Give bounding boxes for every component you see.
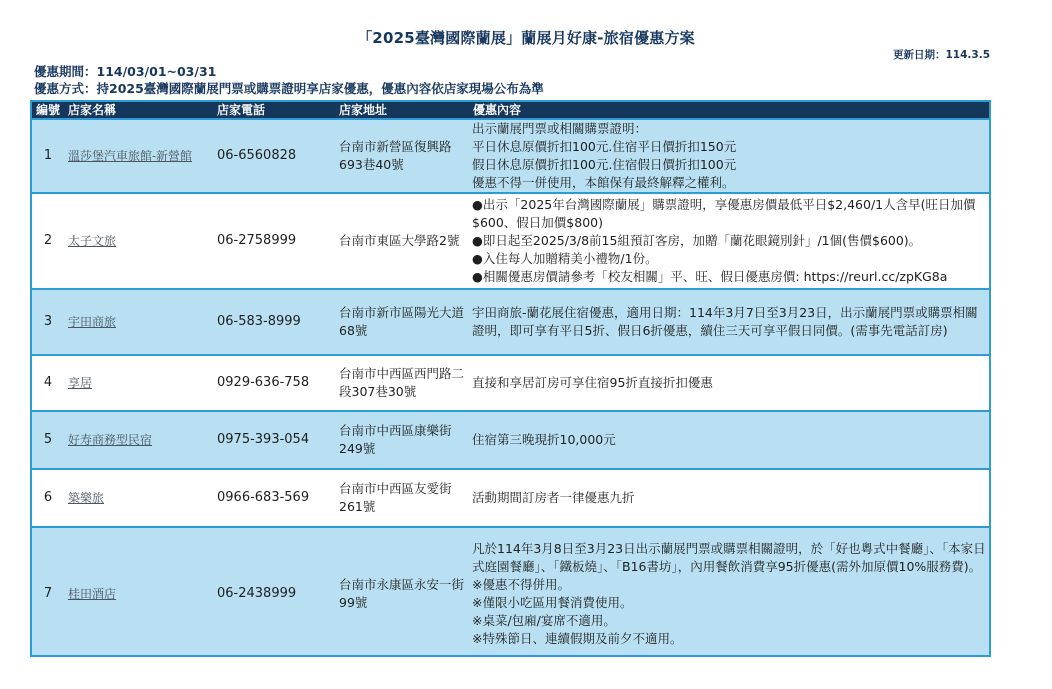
column-header-offer: 優惠內容	[469, 102, 989, 119]
offer-line: ●相關優惠房價請參考「校友相關」平、旺、假日優惠房價: https://reurl.cc/zpKG8a	[472, 269, 948, 284]
offer-line: 住宿第三晚現折10,000元	[472, 432, 616, 447]
offers-table-frame	[30, 100, 991, 657]
offer-line: 優惠不得一併使用，本館保有最終解釋之權利。	[472, 175, 735, 190]
row-number: 2	[32, 193, 64, 289]
store-name-link[interactable]: 太子文旅	[68, 233, 117, 248]
offers-table	[32, 102, 989, 657]
row-number: 3	[32, 289, 64, 355]
store-phone: 0975-393-054	[213, 411, 335, 469]
offer-line: 宇田商旅-蘭花展住宿優惠，適用日期：114年3月7日至3月23日，出示蘭展門票或購票相關證明，即可享有平日5折、假日6折優惠，續住三天可享平假日同價。(需事先電話訂房)	[472, 305, 978, 338]
table-row	[32, 469, 989, 527]
offer-content	[469, 411, 989, 469]
store-phone: 06-583-8999	[213, 289, 335, 355]
store-name-cell	[64, 193, 213, 289]
column-header-name: 店家名稱	[64, 102, 213, 119]
store-phone: 0966-683-569	[213, 469, 335, 527]
store-address: 台南市新營區復興路693巷40號	[335, 119, 469, 193]
offer-line: 假日休息原價折扣100元.住宿假日價折扣100元	[472, 157, 737, 172]
offer-content	[469, 355, 989, 411]
offer-line: 凡於114年3月8日至3月23日出示蘭展門票或購票相關證明，於「好也粵式中餐廳」、「本家日式庭園餐廳」、「鐵板燒」、「B16書坊」，內用餐飲消費享95折優惠(需外加原價10%服務費)。	[472, 541, 986, 574]
store-name-cell	[64, 469, 213, 527]
offer-line: ●出示「2025年台灣國際蘭展」購票證明，享優惠房價最低平日$2,460/1人含早(旺日加價$600、假日加價$800)	[472, 197, 976, 230]
column-header-address: 店家地址	[335, 102, 469, 119]
table-row	[32, 289, 989, 355]
store-phone: 0929-636-758	[213, 355, 335, 411]
store-name-link[interactable]: 桂田酒店	[68, 586, 117, 601]
offer-content	[469, 289, 989, 355]
offer-content	[469, 119, 989, 193]
store-address: 台南市中西區康樂街249號	[335, 411, 469, 469]
column-header-phone: 店家電話	[213, 102, 335, 119]
offer-content	[469, 193, 989, 289]
promotion-method: 優惠方式：持2025臺灣國際蘭展門票或購票證明享店家優惠，優惠內容依店家現場公布為準	[34, 81, 544, 96]
table-row	[32, 527, 989, 657]
table-row	[32, 119, 989, 193]
offer-line: ※僅限小吃區用餐消費使用。	[472, 595, 633, 610]
store-address: 台南市新市區陽光大道68號	[335, 289, 469, 355]
store-name-cell	[64, 355, 213, 411]
offer-line: ※特殊節日、連續假期及前夕不適用。	[472, 631, 683, 646]
table-header-row	[32, 102, 989, 119]
store-address: 台南市永康區永安一街99號	[335, 527, 469, 657]
store-name-cell	[64, 289, 213, 355]
store-phone: 06-2438999	[213, 527, 335, 657]
update-date: 更新日期：114.3.5	[893, 49, 991, 61]
store-address: 台南市中西區西門路二段307巷30號	[335, 355, 469, 411]
store-name-cell	[64, 527, 213, 657]
row-number: 7	[32, 527, 64, 657]
store-name-cell	[64, 411, 213, 469]
offer-line: ※優惠不得併用。	[472, 577, 570, 592]
table-body	[32, 119, 989, 657]
store-name-cell	[64, 119, 213, 193]
store-address: 台南市中西區友愛街261號	[335, 469, 469, 527]
offer-content	[469, 527, 989, 657]
store-name-link[interactable]: 築樂旅	[68, 490, 105, 505]
page-title: 「2025臺灣國際蘭展」蘭展月好康-旅宿優惠方案	[357, 29, 695, 47]
table-row	[32, 411, 989, 469]
offer-content	[469, 469, 989, 527]
promotion-period: 優惠期間：114/03/01~03/31	[34, 64, 217, 79]
store-name-link[interactable]: 享居	[68, 375, 93, 390]
offer-line: ●入住每人加贈精美小禮物/1份。	[472, 251, 658, 266]
table-row	[32, 193, 989, 289]
store-address: 台南市東區大學路2號	[335, 193, 469, 289]
column-header-number: 編號	[32, 102, 64, 119]
row-number: 5	[32, 411, 64, 469]
table-row	[32, 355, 989, 411]
offer-line: 直接和享居訂房可享住宿95折直接折扣優惠	[472, 375, 713, 390]
offer-line: 平日休息原價折扣100元.住宿平日價折扣150元	[472, 139, 737, 154]
offer-line: ※桌菜/包廂/宴席不適用。	[472, 613, 616, 628]
offer-line: ●即日起至2025/3/8前15組預訂客房，加贈「蘭花眼鏡別針」/1個(售價$600)。	[472, 233, 922, 248]
store-name-link[interactable]: 宇田商旅	[68, 314, 117, 329]
store-phone: 06-2758999	[213, 193, 335, 289]
store-phone: 06-6560828	[213, 119, 335, 193]
row-number: 1	[32, 119, 64, 193]
row-number: 6	[32, 469, 64, 527]
store-name-link[interactable]: 溫莎堡汽車旅館-新營館	[68, 148, 193, 163]
row-number: 4	[32, 355, 64, 411]
offer-line: 活動期間訂房者一律優惠九折	[472, 490, 635, 505]
store-name-link[interactable]: 好寿商務型民宿	[68, 432, 153, 447]
offer-line: 出示蘭展門票或相關購票證明：	[472, 121, 648, 136]
